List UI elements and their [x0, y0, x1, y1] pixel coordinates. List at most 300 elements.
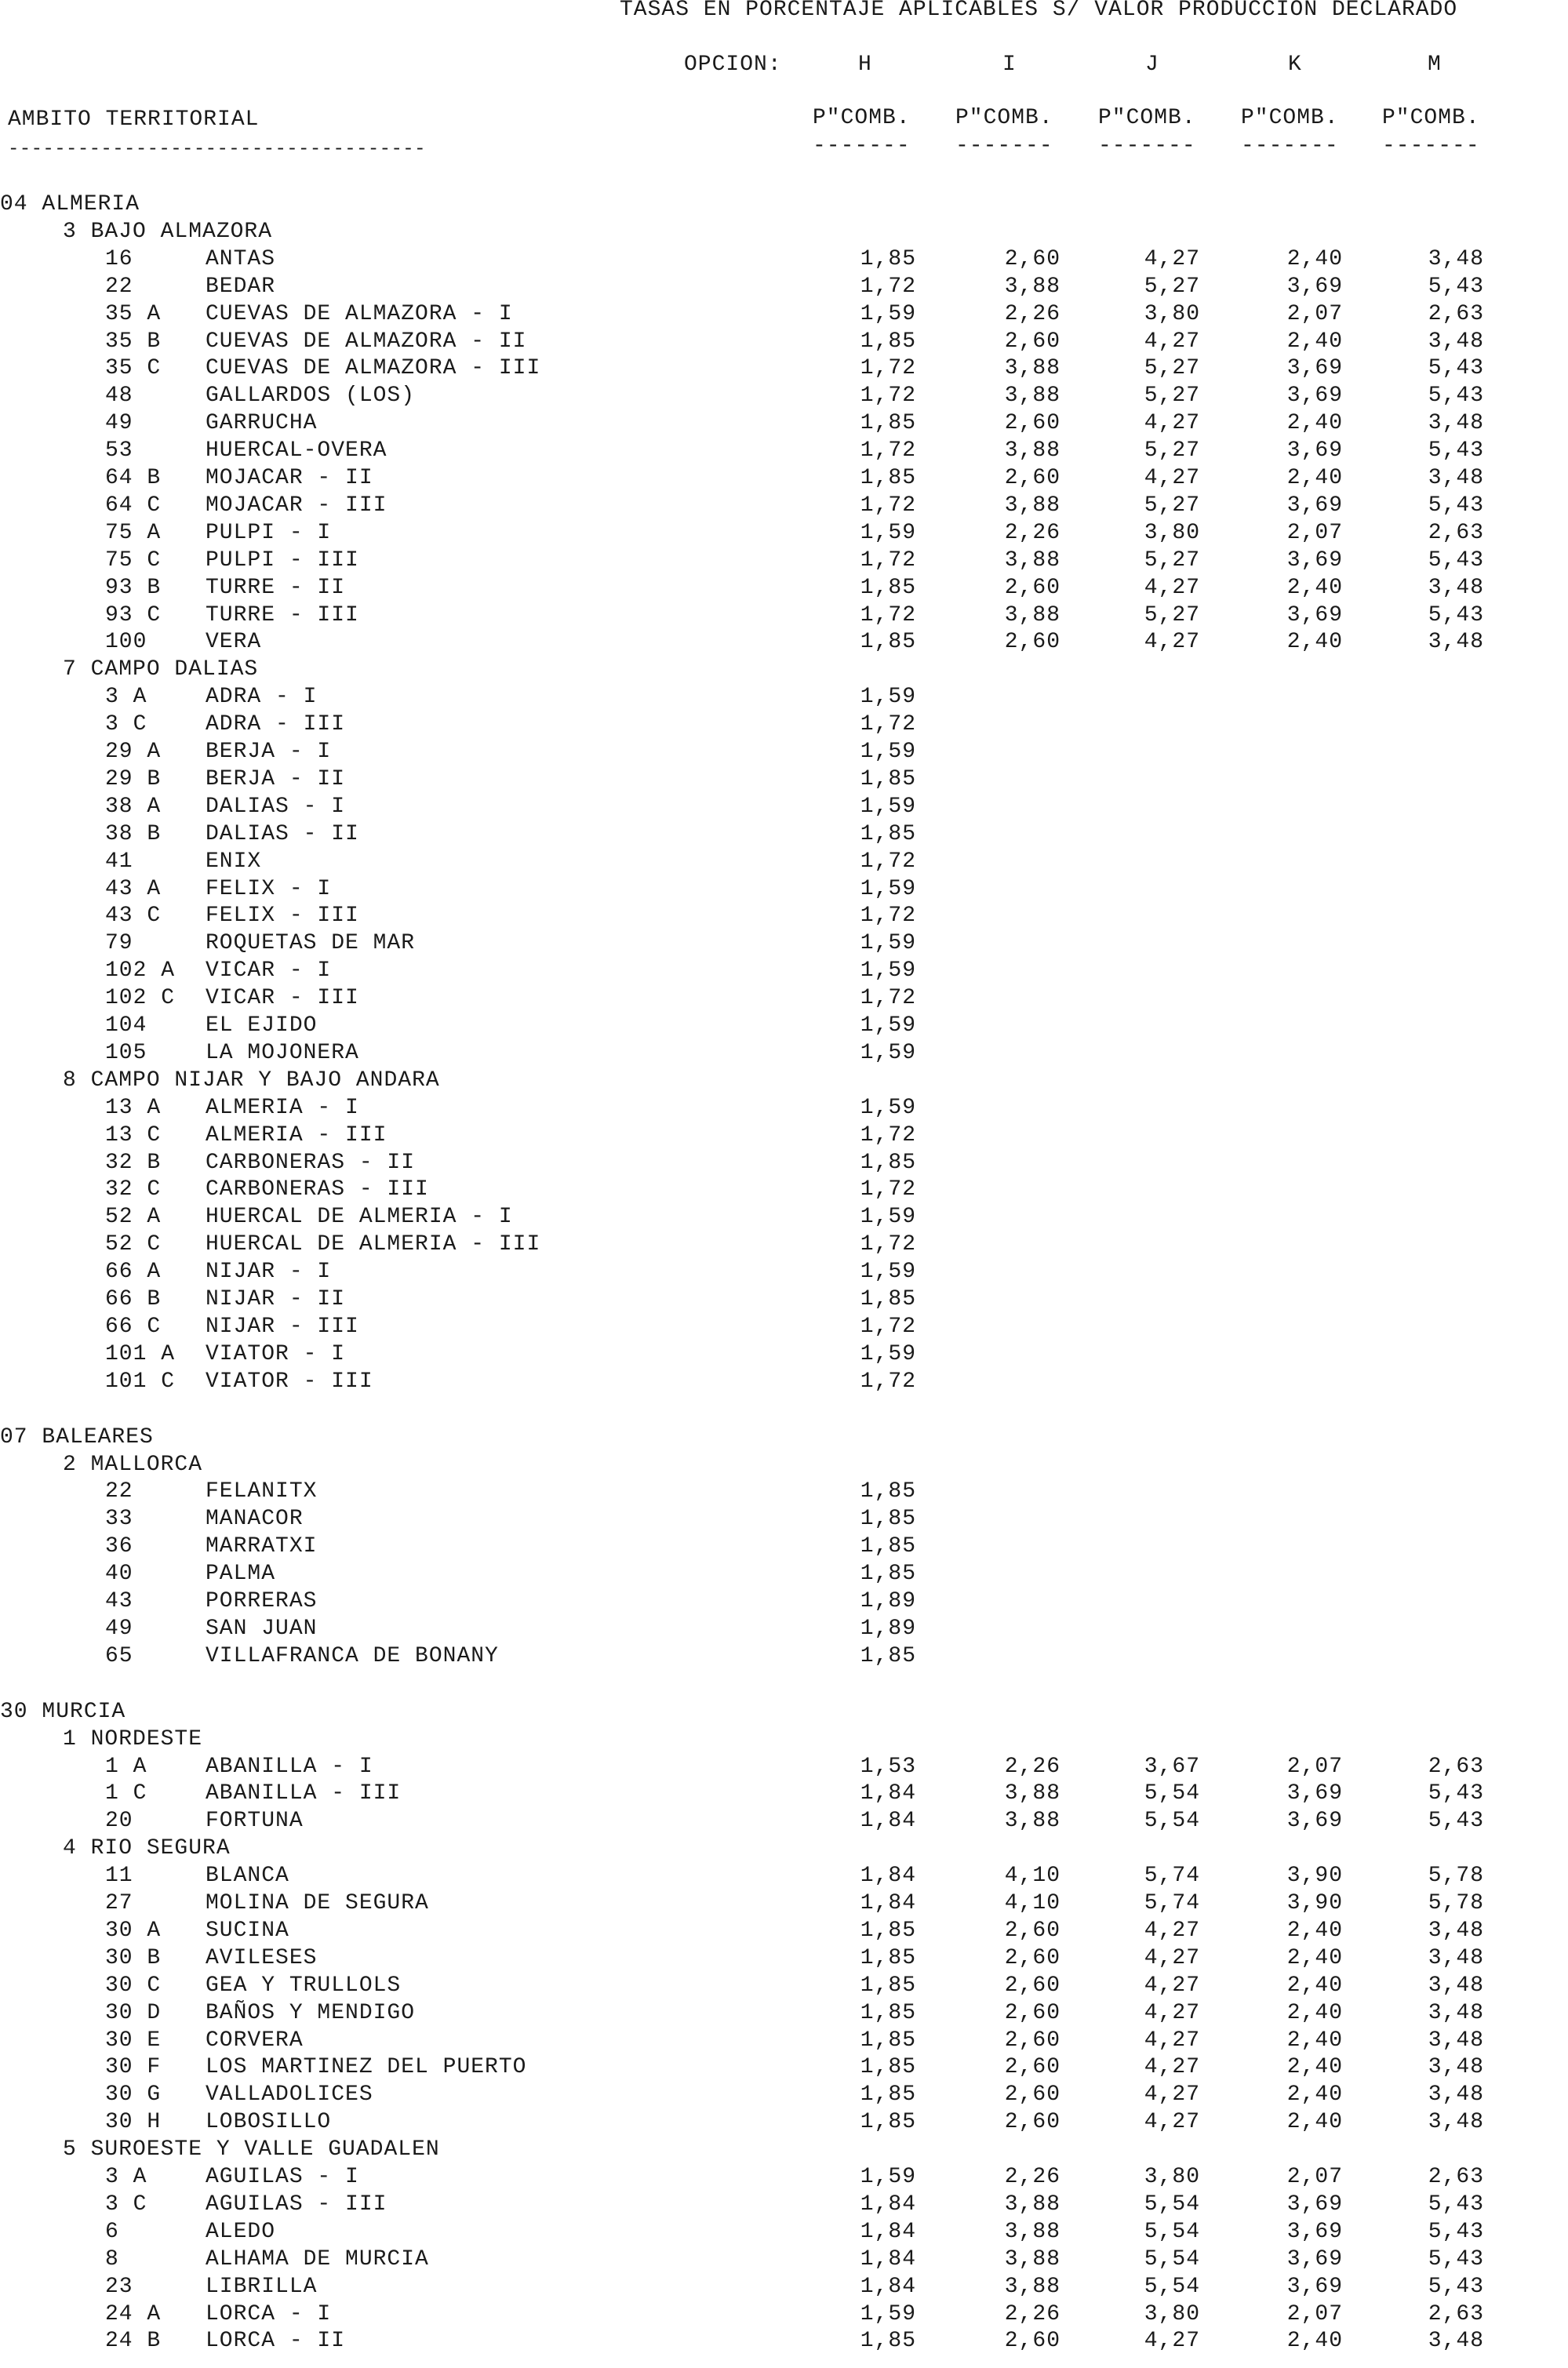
rate-cell: 2,60	[1004, 2110, 1060, 2135]
rate-cell: 1,85	[860, 2082, 916, 2108]
rate-cell: 1,85	[860, 1287, 916, 1311]
rate-cell: 1,59	[860, 1040, 916, 1065]
rate-cell: 1,59	[860, 520, 916, 545]
rate-cell: 1,72	[860, 274, 916, 299]
municipality-name: LOBOSILLO	[206, 2110, 332, 2135]
rate-cell: 5,27	[1144, 274, 1200, 299]
municipality-code: 64 C	[105, 493, 162, 518]
municipality-name: FELANITX	[206, 1479, 318, 1504]
municipality-code: 53	[105, 438, 133, 464]
municipality-code: 48	[105, 384, 133, 409]
rate-cell: 1,84	[860, 1891, 916, 1915]
rate-cell: 2,40	[1286, 466, 1343, 490]
municipality-name: TURRE - II	[206, 575, 346, 600]
municipality-code: 13 C	[105, 1122, 162, 1148]
comarca-heading: 2 MALLORCA	[63, 1452, 203, 1477]
rate-cell: 3,48	[1428, 575, 1484, 600]
municipality-name: ADRA - I	[206, 685, 318, 710]
rate-cell: 2,07	[1286, 2301, 1343, 2326]
municipality-code: 29 B	[105, 766, 162, 791]
municipality-name: FELIX - III	[206, 904, 359, 929]
rate-cell: 1,59	[860, 740, 916, 764]
rate-cell: 5,43	[1428, 2219, 1484, 2244]
rate-cell: 3,90	[1286, 1891, 1343, 1915]
municipality-name: MOLINA DE SEGURA	[206, 1891, 429, 1915]
rate-cell: 1,59	[860, 958, 916, 984]
col-label-i: P"COMB.	[955, 106, 1053, 130]
municipality-name: AVILESES	[206, 1945, 318, 1970]
municipality-name: PORRERAS	[206, 1589, 318, 1613]
municipality-code: 38 B	[105, 821, 162, 846]
rate-cell: 5,54	[1144, 2274, 1200, 2299]
rate-cell: 3,69	[1286, 1809, 1343, 1834]
rate-cell: 3,88	[1004, 2246, 1060, 2272]
municipality-name: NIJAR - I	[206, 1260, 332, 1285]
municipality-name: ALMERIA - III	[206, 1122, 387, 1148]
rate-cell: 4,27	[1144, 2028, 1200, 2053]
rate-cell: 1,72	[860, 493, 916, 518]
rate-cell: 3,48	[1428, 329, 1484, 354]
rate-cell: 1,85	[860, 1918, 916, 1943]
rate-cell: 5,43	[1428, 384, 1484, 409]
col-label-k: P"COMB.	[1241, 106, 1339, 130]
rate-cell: 1,72	[860, 547, 916, 573]
ambito-underline: ------------------------------------	[8, 139, 426, 160]
municipality-name: SAN JUAN	[206, 1616, 318, 1641]
rate-cell: 1,85	[860, 1479, 916, 1504]
rate-cell: 3,48	[1428, 630, 1484, 655]
rate-cell: 3,69	[1286, 493, 1343, 518]
col-underline-h: -------	[813, 134, 911, 158]
municipality-code: 105	[105, 1040, 147, 1065]
rate-cell: 1,84	[860, 1864, 916, 1889]
municipality-name: VILLAFRANCA DE BONANY	[206, 1643, 499, 1668]
municipality-code: 3 C	[105, 712, 147, 737]
municipality-code: 3 A	[105, 685, 147, 710]
rate-cell: 4,27	[1144, 246, 1200, 271]
rate-cell: 5,27	[1144, 493, 1200, 518]
rate-cell: 2,40	[1286, 1918, 1343, 1943]
rate-cell: 4,27	[1144, 411, 1200, 436]
rate-cell: 5,43	[1428, 438, 1484, 464]
rate-cell: 4,27	[1144, 466, 1200, 490]
municipality-name: CUEVAS DE ALMAZORA - II	[206, 329, 527, 354]
rate-cell: 3,69	[1286, 274, 1343, 299]
municipality-name: ALHAMA DE MURCIA	[206, 2246, 429, 2272]
municipality-name: DALIAS - II	[206, 821, 359, 846]
comarca-heading: 8 CAMPO NIJAR Y BAJO ANDARA	[63, 1068, 440, 1093]
rate-cell: 1,85	[860, 821, 916, 846]
municipality-name: LA MOJONERA	[206, 1040, 359, 1065]
rate-cell: 2,40	[1286, 246, 1343, 271]
municipality-name: BAÑOS Y MENDIGO	[206, 2000, 416, 2025]
rate-cell: 1,59	[860, 1205, 916, 1230]
rate-cell: 2,60	[1004, 1918, 1060, 1943]
municipality-name: VICAR - I	[206, 958, 332, 984]
municipality-code: 1 C	[105, 1781, 147, 1806]
rate-cell: 4,10	[1004, 1864, 1060, 1889]
rate-cell: 3,88	[1004, 438, 1060, 464]
rate-cell: 1,72	[860, 1122, 916, 1148]
rate-cell: 5,78	[1428, 1864, 1484, 1889]
municipality-name: MARRATXI	[206, 1534, 318, 1559]
rate-cell: 5,43	[1428, 1809, 1484, 1834]
municipality-code: 43 C	[105, 904, 162, 929]
rate-cell: 5,27	[1144, 356, 1200, 381]
municipality-name: ANTAS	[206, 246, 276, 271]
municipality-name: BERJA - I	[206, 740, 332, 764]
rate-cell: 3,69	[1286, 438, 1343, 464]
rate-cell: 3,69	[1286, 2219, 1343, 2244]
rate-cell: 2,60	[1004, 2329, 1060, 2354]
municipality-name: HUERCAL-OVERA	[206, 438, 387, 464]
municipality-name: BERJA - II	[206, 766, 346, 791]
rate-cell: 2,60	[1004, 246, 1060, 271]
rate-cell: 3,48	[1428, 466, 1484, 490]
municipality-name: VIATOR - I	[206, 1341, 346, 1366]
municipality-code: 65	[105, 1643, 133, 1668]
municipality-code: 33	[105, 1507, 133, 1532]
comarca-heading: 5 SUROESTE Y VALLE GUADALEN	[63, 2137, 440, 2162]
rate-cell: 5,74	[1144, 1891, 1200, 1915]
rate-cell: 2,07	[1286, 1754, 1343, 1779]
rate-cell: 2,26	[1004, 520, 1060, 545]
municipality-name: EL EJIDO	[206, 1013, 318, 1038]
municipality-code: 24 B	[105, 2329, 162, 2354]
rate-cell: 1,85	[860, 246, 916, 271]
rate-cell: 4,27	[1144, 2082, 1200, 2108]
rate-cell: 5,43	[1428, 602, 1484, 627]
rate-cell: 3,80	[1144, 301, 1200, 326]
option-m: M	[1428, 53, 1442, 77]
rate-cell: 3,88	[1004, 2274, 1060, 2299]
rate-cell: 4,27	[1144, 1945, 1200, 1970]
municipality-name: FORTUNA	[206, 1809, 304, 1834]
rate-cell: 1,84	[860, 1781, 916, 1806]
rate-cell: 4,27	[1144, 2329, 1200, 2354]
rate-cell: 1,85	[860, 1562, 916, 1587]
rate-cell: 3,48	[1428, 2110, 1484, 2135]
rate-cell: 3,88	[1004, 274, 1060, 299]
municipality-name: LORCA - II	[206, 2329, 346, 2354]
rate-cell: 2,40	[1286, 1973, 1343, 1998]
rate-cell: 3,48	[1428, 2055, 1484, 2080]
rate-cell: 1,72	[860, 1314, 916, 1339]
col-label-j: P"COMB.	[1098, 106, 1196, 130]
municipality-name: ALMERIA - I	[206, 1095, 359, 1120]
rate-cell: 2,60	[1004, 2028, 1060, 2053]
rate-cell: 2,40	[1286, 2110, 1343, 2135]
rate-cell: 2,40	[1286, 2028, 1343, 2053]
municipality-code: 32 B	[105, 1150, 162, 1175]
municipality-code: 6	[105, 2219, 119, 2244]
rate-cell: 2,60	[1004, 466, 1060, 490]
rate-cell: 1,59	[860, 2301, 916, 2326]
rate-cell: 3,90	[1286, 1864, 1343, 1889]
col-underline-j: -------	[1098, 134, 1196, 158]
municipality-name: NIJAR - II	[206, 1287, 346, 1311]
municipality-name: BEDAR	[206, 274, 276, 299]
rate-cell: 2,40	[1286, 2055, 1343, 2080]
municipality-name: VICAR - III	[206, 986, 359, 1011]
municipality-name: GARRUCHA	[206, 411, 318, 436]
rate-cell: 5,43	[1428, 547, 1484, 573]
rate-cell: 2,60	[1004, 411, 1060, 436]
rate-cell: 1,72	[860, 602, 916, 627]
rate-cell: 2,40	[1286, 329, 1343, 354]
municipality-name: ABANILLA - I	[206, 1754, 373, 1779]
col-underline-m: -------	[1382, 134, 1480, 158]
rate-cell: 3,88	[1004, 384, 1060, 409]
municipality-code: 79	[105, 931, 133, 956]
rate-cell: 1,72	[860, 904, 916, 929]
municipality-code: 102 C	[105, 986, 176, 1011]
rate-cell: 1,85	[860, 1945, 916, 1970]
comarca-heading: 4 RIO SEGURA	[63, 1836, 231, 1861]
rate-cell: 4,27	[1144, 2110, 1200, 2135]
rate-cell: 3,88	[1004, 1781, 1060, 1806]
rate-cell: 5,54	[1144, 1781, 1200, 1806]
municipality-name: NIJAR - III	[206, 1314, 359, 1339]
rate-cell: 1,59	[860, 2165, 916, 2189]
rate-cell: 2,63	[1428, 2301, 1484, 2326]
rate-cell: 5,43	[1428, 2246, 1484, 2272]
rate-cell: 1,85	[860, 2110, 916, 2135]
option-h: H	[858, 53, 872, 77]
rate-cell: 2,63	[1428, 1754, 1484, 1779]
rate-cell: 3,48	[1428, 411, 1484, 436]
province-heading: 04 ALMERIA	[0, 192, 140, 216]
rate-cell: 1,59	[860, 301, 916, 326]
municipality-name: CUEVAS DE ALMAZORA - III	[206, 356, 541, 381]
rate-cell: 1,84	[860, 1809, 916, 1834]
rate-cell: 2,40	[1286, 2000, 1343, 2025]
rate-cell: 3,80	[1144, 520, 1200, 545]
rate-cell: 3,88	[1004, 602, 1060, 627]
municipality-name: LORCA - I	[206, 2301, 332, 2326]
rate-cell: 2,26	[1004, 1754, 1060, 1779]
rate-cell: 1,84	[860, 2219, 916, 2244]
municipality-name: ADRA - III	[206, 712, 346, 737]
rate-cell: 5,27	[1144, 438, 1200, 464]
rate-cell: 1,85	[860, 1643, 916, 1668]
option-k: K	[1288, 53, 1302, 77]
municipality-name: CORVERA	[206, 2028, 304, 2053]
municipality-name: CARBONERAS - II	[206, 1150, 416, 1175]
municipality-code: 1 A	[105, 1754, 147, 1779]
municipality-name: DALIAS - I	[206, 794, 346, 819]
municipality-code: 30 F	[105, 2055, 162, 2080]
municipality-name: BLANCA	[206, 1864, 289, 1889]
rate-cell: 1,85	[860, 2000, 916, 2025]
municipality-name: CUEVAS DE ALMAZORA - I	[206, 301, 513, 326]
rate-cell: 5,54	[1144, 1809, 1200, 1834]
rate-cell: 5,43	[1428, 2274, 1484, 2299]
rate-cell: 2,26	[1004, 2165, 1060, 2189]
municipality-name: PULPI - III	[206, 547, 359, 573]
rate-cell: 4,27	[1144, 575, 1200, 600]
col-label-h: P"COMB.	[813, 106, 911, 130]
rate-cell: 5,43	[1428, 493, 1484, 518]
rate-cell: 3,67	[1144, 1754, 1200, 1779]
rate-cell: 1,85	[860, 466, 916, 490]
rate-cell: 1,84	[860, 2192, 916, 2217]
rate-cell: 1,85	[860, 411, 916, 436]
rate-cell: 3,69	[1286, 384, 1343, 409]
municipality-code: 101 A	[105, 1341, 176, 1366]
rate-cell: 1,59	[860, 876, 916, 901]
municipality-name: LIBRILLA	[206, 2274, 318, 2299]
province-heading: 30 MURCIA	[0, 1699, 126, 1724]
municipality-code: 35 B	[105, 329, 162, 354]
municipality-code: 20	[105, 1809, 133, 1834]
rate-cell: 1,85	[860, 630, 916, 655]
municipality-name: FELIX - I	[206, 876, 332, 901]
rate-cell: 2,07	[1286, 520, 1343, 545]
rate-cell: 2,63	[1428, 301, 1484, 326]
rate-cell: 5,43	[1428, 2192, 1484, 2217]
rate-cell: 1,59	[860, 1341, 916, 1366]
rate-cell: 1,72	[860, 438, 916, 464]
rate-cell: 3,88	[1004, 493, 1060, 518]
municipality-name: GALLARDOS (LOS)	[206, 384, 416, 409]
rate-cell: 1,85	[860, 2329, 916, 2354]
rate-cell: 4,10	[1004, 1891, 1060, 1915]
rate-cell: 1,85	[860, 575, 916, 600]
municipality-name: LOS MARTINEZ DEL PUERTO	[206, 2055, 527, 2080]
rate-cell: 4,27	[1144, 329, 1200, 354]
rate-cell: 3,88	[1004, 356, 1060, 381]
rate-cell: 1,72	[860, 384, 916, 409]
municipality-code: 101 C	[105, 1369, 176, 1394]
municipality-code: 30 H	[105, 2110, 162, 2135]
rate-cell: 3,48	[1428, 246, 1484, 271]
rate-cell: 3,69	[1286, 547, 1343, 573]
rate-cell: 2,40	[1286, 630, 1343, 655]
municipality-code: 66 A	[105, 1260, 162, 1285]
municipality-code: 41	[105, 849, 133, 874]
municipality-code: 66 C	[105, 1314, 162, 1339]
municipality-code: 75 A	[105, 520, 162, 545]
rate-cell: 2,60	[1004, 2055, 1060, 2080]
rate-cell: 1,85	[860, 1507, 916, 1532]
option-i: I	[1002, 53, 1017, 77]
rate-cell: 1,72	[860, 712, 916, 737]
col-label-m: P"COMB.	[1382, 106, 1480, 130]
municipality-code: 22	[105, 274, 133, 299]
municipality-code: 32 C	[105, 1177, 162, 1202]
rate-cell: 5,27	[1144, 384, 1200, 409]
rate-cell: 3,48	[1428, 1973, 1484, 1998]
rate-cell: 5,74	[1144, 1864, 1200, 1889]
municipality-code: 30 D	[105, 2000, 162, 2025]
municipality-code: 29 A	[105, 740, 162, 764]
province-heading: 07 BALEARES	[0, 1424, 154, 1450]
rate-cell: 1,72	[860, 986, 916, 1011]
municipality-code: 66 B	[105, 1287, 162, 1311]
rate-cell: 1,59	[860, 794, 916, 819]
rate-cell: 3,69	[1286, 2274, 1343, 2299]
rate-cell: 2,60	[1004, 1973, 1060, 1998]
rate-cell: 1,72	[860, 1369, 916, 1394]
rate-cell: 3,69	[1286, 2192, 1343, 2217]
municipality-code: 11	[105, 1864, 133, 1889]
rate-cell: 2,40	[1286, 2329, 1343, 2354]
rate-cell: 2,07	[1286, 301, 1343, 326]
municipality-code: 49	[105, 411, 133, 436]
rate-cell: 5,54	[1144, 2246, 1200, 2272]
municipality-code: 30 B	[105, 1945, 162, 1970]
opcion-label: OPCION:	[684, 53, 782, 77]
rate-cell: 2,40	[1286, 411, 1343, 436]
municipality-name: GEA Y TRULLOLS	[206, 1973, 402, 1998]
municipality-name: ABANILLA - III	[206, 1781, 402, 1806]
rate-cell: 1,89	[860, 1616, 916, 1641]
municipality-code: 75 C	[105, 547, 162, 573]
rate-cell: 2,60	[1004, 2000, 1060, 2025]
municipality-code: 30 C	[105, 1973, 162, 1998]
rate-cell: 4,27	[1144, 630, 1200, 655]
municipality-name: MOJACAR - II	[206, 466, 373, 490]
rate-cell: 1,84	[860, 2274, 916, 2299]
municipality-name: CARBONERAS - III	[206, 1177, 429, 1202]
municipality-name: AGUILAS - III	[206, 2192, 387, 2217]
municipality-name: VERA	[206, 630, 262, 655]
rate-cell: 3,69	[1286, 2246, 1343, 2272]
rate-cell: 2,40	[1286, 575, 1343, 600]
rate-cell: 3,88	[1004, 2192, 1060, 2217]
rate-cell: 1,85	[860, 329, 916, 354]
rate-cell: 4,27	[1144, 2000, 1200, 2025]
rate-cell: 3,69	[1286, 1781, 1343, 1806]
municipality-name: SUCINA	[206, 1918, 289, 1943]
municipality-name: VIATOR - III	[206, 1369, 373, 1394]
municipality-code: 3 C	[105, 2192, 147, 2217]
rate-cell: 2,07	[1286, 2165, 1343, 2189]
rate-cell: 3,88	[1004, 2219, 1060, 2244]
municipality-name: ROQUETAS DE MAR	[206, 931, 416, 956]
municipality-name: TURRE - III	[206, 602, 359, 627]
rate-cell: 3,48	[1428, 2329, 1484, 2354]
rate-cell: 3,69	[1286, 356, 1343, 381]
rate-cell: 1,84	[860, 2246, 916, 2272]
municipality-name: MOJACAR - III	[206, 493, 387, 518]
rate-cell: 3,48	[1428, 1918, 1484, 1943]
rate-cell: 2,63	[1428, 520, 1484, 545]
rate-cell: 2,60	[1004, 329, 1060, 354]
municipality-name: MANACOR	[206, 1507, 304, 1532]
rate-cell: 3,48	[1428, 1945, 1484, 1970]
municipality-code: 43	[105, 1589, 133, 1613]
comarca-heading: 7 CAMPO DALIAS	[63, 657, 259, 682]
rate-cell: 1,85	[860, 2055, 916, 2080]
municipality-code: 104	[105, 1013, 147, 1038]
rate-cell: 1,85	[860, 1973, 916, 1998]
rate-cell: 3,88	[1004, 547, 1060, 573]
col-underline-i: -------	[955, 134, 1053, 158]
rate-cell: 4,27	[1144, 1973, 1200, 1998]
rate-cell: 1,85	[860, 1150, 916, 1175]
rate-cell: 1,72	[860, 849, 916, 874]
municipality-code: 93 C	[105, 602, 162, 627]
col-underline-k: -------	[1241, 134, 1339, 158]
municipality-code: 64 B	[105, 466, 162, 490]
rate-cell: 1,59	[860, 1013, 916, 1038]
municipality-code: 24 A	[105, 2301, 162, 2326]
rate-cell: 2,60	[1004, 1945, 1060, 1970]
municipality-name: HUERCAL DE ALMERIA - III	[206, 1232, 541, 1257]
municipality-code: 23	[105, 2274, 133, 2299]
